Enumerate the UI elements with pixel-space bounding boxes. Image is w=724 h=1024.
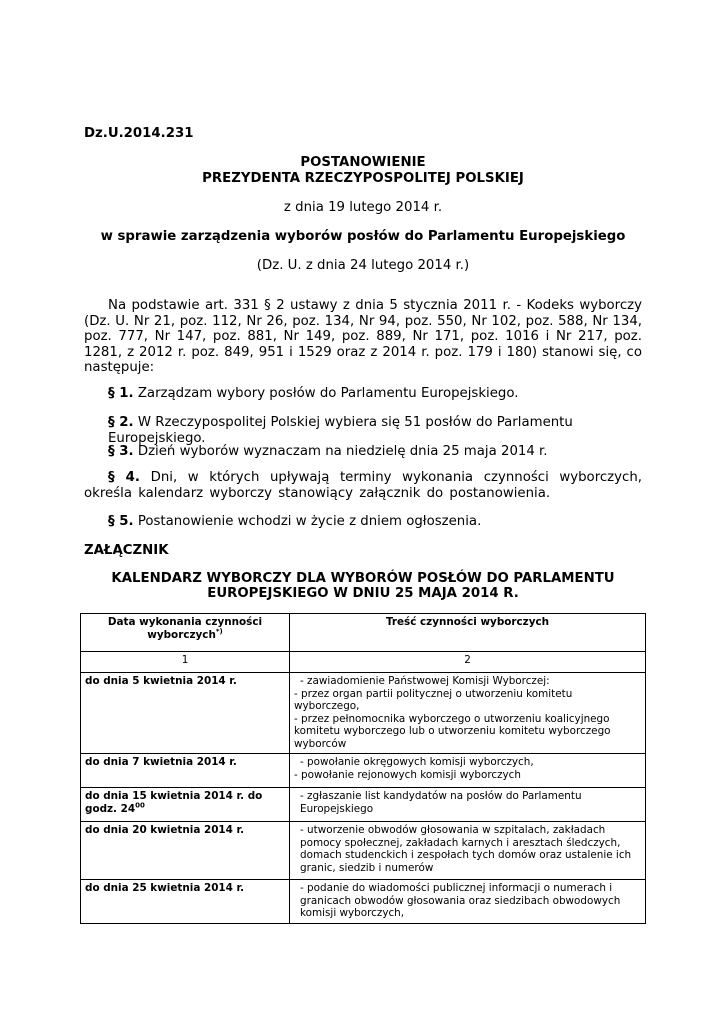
row-date-text: do dnia 15 kwietnia 2014 r. do godz. 24 xyxy=(85,790,263,815)
row-item: - powołanie rejonowych komisji wyborczych xyxy=(294,768,521,781)
table-number-row xyxy=(81,652,646,673)
row-date xyxy=(81,788,290,822)
column-number-1: 1 xyxy=(81,652,290,673)
row-item: - zgłaszanie list kandydatów na posłów do Parlamentu Europejskiego xyxy=(300,790,582,815)
row-item: - podanie do wiadomości publicznej informacji o numerach i granicach obwodów głosowania oraz siedzibach obwodowych komisji wyborczych, xyxy=(300,882,621,919)
row-date: do dnia 20 kwietnia 2014 r. xyxy=(81,822,290,880)
row-item: - przez organ partii politycznej o utworzeniu komitetu wyborczego, xyxy=(294,687,573,712)
publication-reference: (Dz. U. z dnia 24 lutego 2014 r.) xyxy=(256,258,470,273)
row-item: - powołanie okręgowych komisji wyborczych, xyxy=(300,756,534,768)
paragraph-label: § 2. xyxy=(108,415,134,430)
preamble: Na podstawie art. 331 § 2 ustawy z dnia 5 stycznia 2011 r. - Kodeks wyborczy (Dz. U. Nr 21, poz. 112, Nr 26, poz. 134, Nr 94, poz. 550, Nr 102, poz. 588, Nr 134, poz. 777, Nr 147, poz. 881, Nr 149, poz. 889, Nr 171, poz. 1016 i Nr 217, poz. 1281, z 2012 r. poz. 849, 951 i 1529 oraz z 2014 r. poz. 179 i 180) stanowi się, co następuje: xyxy=(84,298,642,375)
table-row xyxy=(81,788,646,822)
paragraph-label: § 1. xyxy=(108,386,134,401)
column-number-2: 2 xyxy=(290,652,646,673)
calendar-title-line2: EUROPEJSKIEGO W DNIU 25 MAJA 2014 R. xyxy=(207,586,519,601)
document-title-line1: POSTANOWIENIE xyxy=(300,155,426,170)
row-date: do dnia 5 kwietnia 2014 r. xyxy=(81,673,290,754)
annex-heading: ZAŁĄCZNIK xyxy=(84,543,169,558)
paragraph-1 xyxy=(84,386,642,402)
row-content xyxy=(290,673,646,754)
paragraph-label: § 3. xyxy=(108,444,134,459)
row-content xyxy=(290,880,646,924)
paragraph-text: Dni, w których upływają terminy wykonania czynności wyborczych, określa kalendarz wyborczy stanowiący załącznik do postanowienia. xyxy=(84,470,642,501)
header-cell-date xyxy=(81,614,290,652)
table-row xyxy=(81,880,646,924)
row-content xyxy=(290,788,646,822)
table-row xyxy=(81,673,646,754)
document-date: z dnia 19 lutego 2014 r. xyxy=(283,200,443,215)
header-date-label: Data wykonania czynności wyborczych xyxy=(107,616,263,641)
paragraph-3 xyxy=(84,444,642,460)
row-item: - zawiadomienie Państwowej Komisji Wyborczej: xyxy=(300,675,550,687)
election-calendar-table xyxy=(80,613,646,924)
paragraph-4 xyxy=(84,470,642,501)
row-content xyxy=(290,754,646,788)
row-item: - utworzenie obwodów głosowania w szpitalach, zakładach pomocy społecznej, zakładach karnych i aresztach śledczych, domach studenckich i zespołach tych domów oraz ustalenie ich granic, siedzib i numerów xyxy=(300,824,632,874)
doc-reference: Dz.U.2014.231 xyxy=(84,126,194,141)
paragraph-text: Zarządzam wybory posłów do Parlamentu Europejskiego. xyxy=(137,386,519,401)
table-row xyxy=(81,754,646,788)
row-content xyxy=(290,822,646,880)
row-date: do dnia 25 kwietnia 2014 r. xyxy=(81,880,290,924)
document-subject: w sprawie zarządzenia wyborów posłów do Parlamentu Europejskiego xyxy=(100,229,626,244)
table-row xyxy=(81,822,646,880)
row-date: do dnia 7 kwietnia 2014 r. xyxy=(81,754,290,788)
footnote-mark: *) xyxy=(215,627,223,636)
paragraph-text: W Rzeczypospolitej Polskiej wybiera się 51 posłów do Parlamentu Europejskiego. xyxy=(108,415,573,446)
paragraph-2 xyxy=(84,415,642,446)
paragraph-5 xyxy=(84,514,642,530)
row-item: - przez pełnomocnika wyborczego o utworzeniu koalicyjnego komitetu wyborczego lub o utworzeniu komitetu wyborczego wyborców xyxy=(294,712,611,750)
calendar-title-line1: KALENDARZ WYBORCZY DLA WYBORÓW POSŁÓW DO PARLAMENTU xyxy=(111,571,615,586)
document-title-line2: PREZYDENTA RZECZYPOSPOLITEJ POLSKIEJ xyxy=(202,171,524,186)
hour-superscript: 00 xyxy=(135,801,145,810)
paragraph-label: § 4. xyxy=(108,470,140,485)
paragraph-text: Dzień wyborów wyznaczam na niedzielę dnia 25 maja 2014 r. xyxy=(137,444,548,459)
table-header-row xyxy=(81,614,646,652)
header-cell-content: Treść czynności wyborczych xyxy=(290,614,646,652)
paragraph-label: § 5. xyxy=(108,514,134,529)
paragraph-text: Postanowienie wchodzi w życie z dniem ogłoszenia. xyxy=(137,514,482,529)
